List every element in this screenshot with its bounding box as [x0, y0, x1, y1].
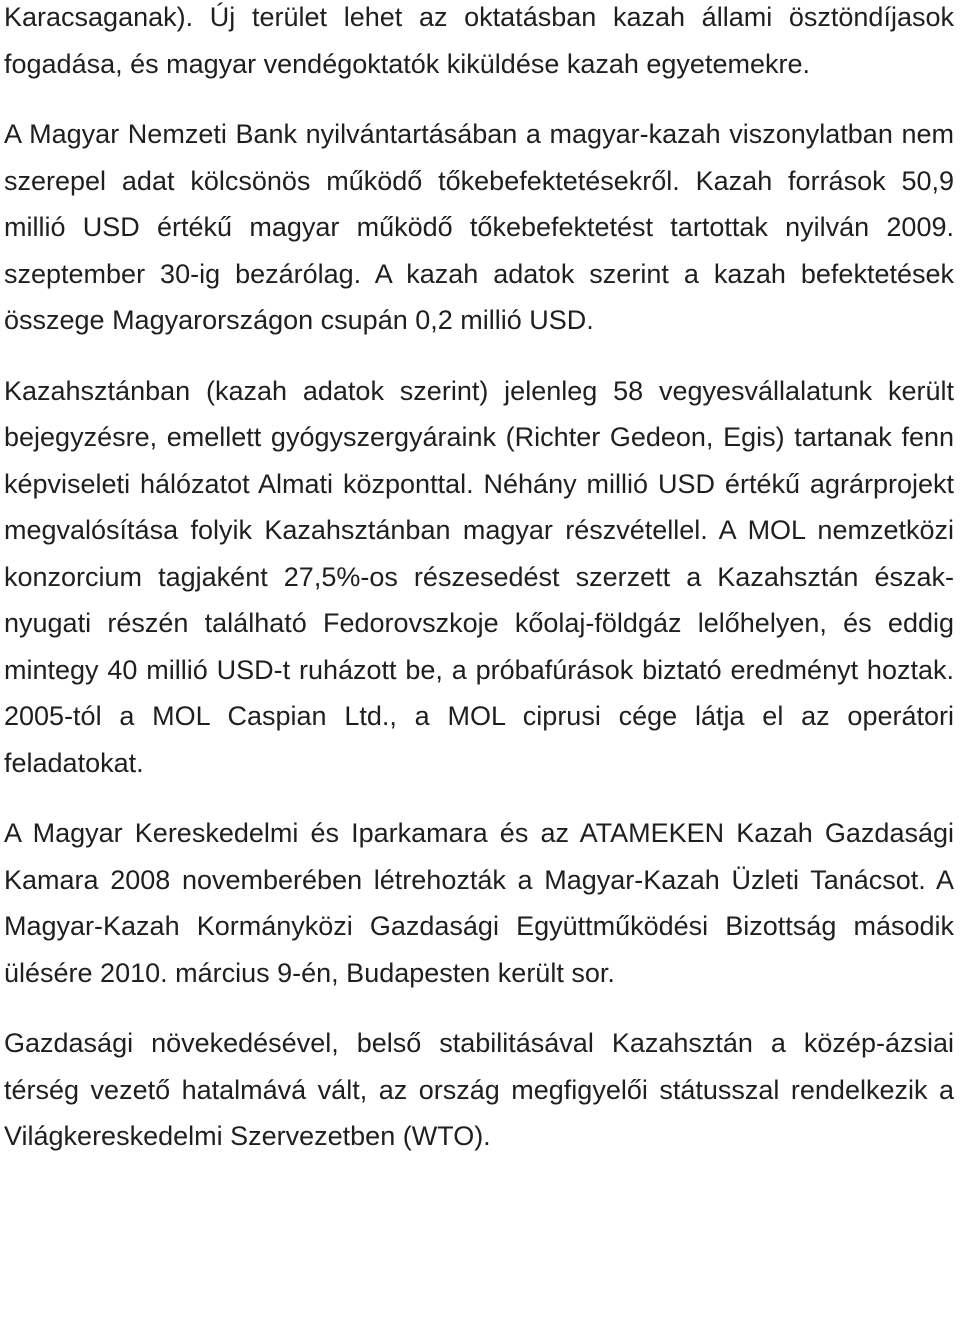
paragraph-business-council: A Magyar Kereskedelmi és Iparkamara és az ATAMEKEN Kazah Gazdasági Kamara 2008 novemberében létrehozták a Magyar-Kazah Üzleti Tanácsot. A Magyar-Kazah Kormányközi Gazdasági Együttműködési Bizottság második ülésére 2010. március 9-én, Budapesten került sor.: [4, 818, 954, 988]
paragraph-investment: A Magyar Nemzeti Bank nyilvántartásában a magyar-kazah viszonylatban nem szerepel adat kölcsönös működő tőkebefektetésekről. Kazah források 50,9 millió USD értékű magyar működő tőkebefektetést tartottak nyilván 2009. szeptember 30-ig bezárólag. A kazah adatok szerint a kazah befektetések összege Magyarországon csupán 0,2 millió USD.: [4, 119, 954, 335]
paragraph-wto: Gazdasági növekedésével, belső stabilitásával Kazahsztán a közép-ázsiai térség vezető hatalmává vált, az ország megfigyelői státusszal rendelkezik a Világkereskedelmi Szervezetben (WTO).: [4, 1028, 954, 1151]
document-page: [4, 0, 954, 1160]
paragraph-education: Karacsaganak). Új terület lehet az oktatásban kazah állami ösztöndíjasok fogadása, és magyar vendégoktatók kiküldése kazah egyetemekre.: [4, 2, 954, 79]
paragraph-joint-ventures: Kazahsztánban (kazah adatok szerint) jelenleg 58 vegyesvállalatunk került bejegyzésre, emellett gyógyszergyáraink (Richter Gedeon, Egis) tartanak fenn képviseleti hálózatot Almati központtal. Néhány millió USD értékű agrárprojekt megvalósítása folyik Kazahsztánban magyar részvétellel. A MOL nemzetközi konzorcium tagjaként 27,5%-os részesedést szerzett a Kazahsztán észak-nyugati részén található Fedorovszkoje kőolaj-földgáz lelőhelyen, és eddig mintegy 40 millió USD-t ruházott be, a próbafúrások biztató eredményt hoztak. 2005-tól a MOL Caspian Ltd., a MOL ciprusi cége látja el az operátori feladatokat.: [4, 375, 954, 778]
